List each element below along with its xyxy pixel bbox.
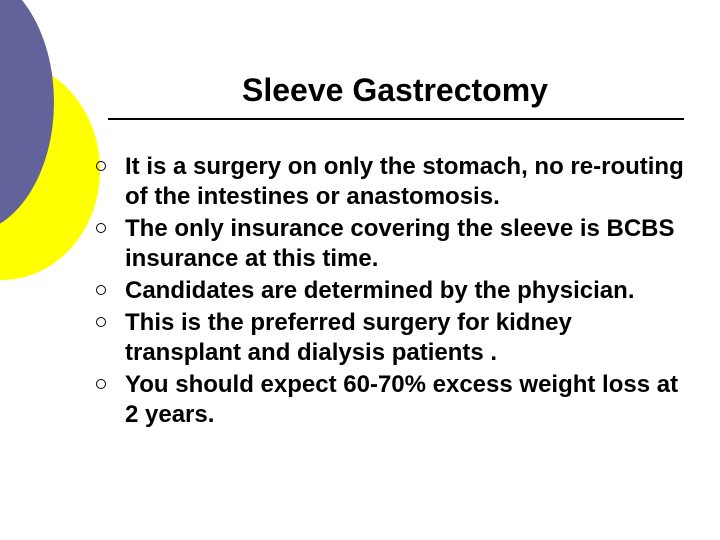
- bullet-text: This is the preferred surgery for kidney transplant and dialysis patients .: [125, 309, 572, 366]
- bullet-item: [92, 370, 692, 430]
- bullet-text: It is a surgery on only the stomach, no re-routing of the intestines or anastomosis.: [125, 153, 684, 210]
- bullet-item: [92, 308, 692, 368]
- title-underline: [108, 118, 684, 120]
- open-circle-icon: [96, 317, 106, 327]
- bullet-item: [92, 214, 692, 274]
- slide-title: Sleeve Gastrectomy: [242, 72, 548, 108]
- bullet-text: The only insurance covering the sleeve is BCBS insurance at this time.: [125, 215, 675, 272]
- open-circle-icon: [96, 161, 106, 171]
- bullet-text: Candidates are determined by the physician.: [125, 277, 635, 304]
- bullet-item: [92, 152, 692, 212]
- open-circle-icon: [96, 379, 106, 389]
- open-circle-icon: [96, 285, 106, 295]
- bullet-item: [92, 276, 692, 306]
- bullet-text: You should expect 60-70% excess weight loss at 2 years.: [125, 371, 679, 428]
- bullet-list: [92, 152, 692, 432]
- open-circle-icon: [96, 223, 106, 233]
